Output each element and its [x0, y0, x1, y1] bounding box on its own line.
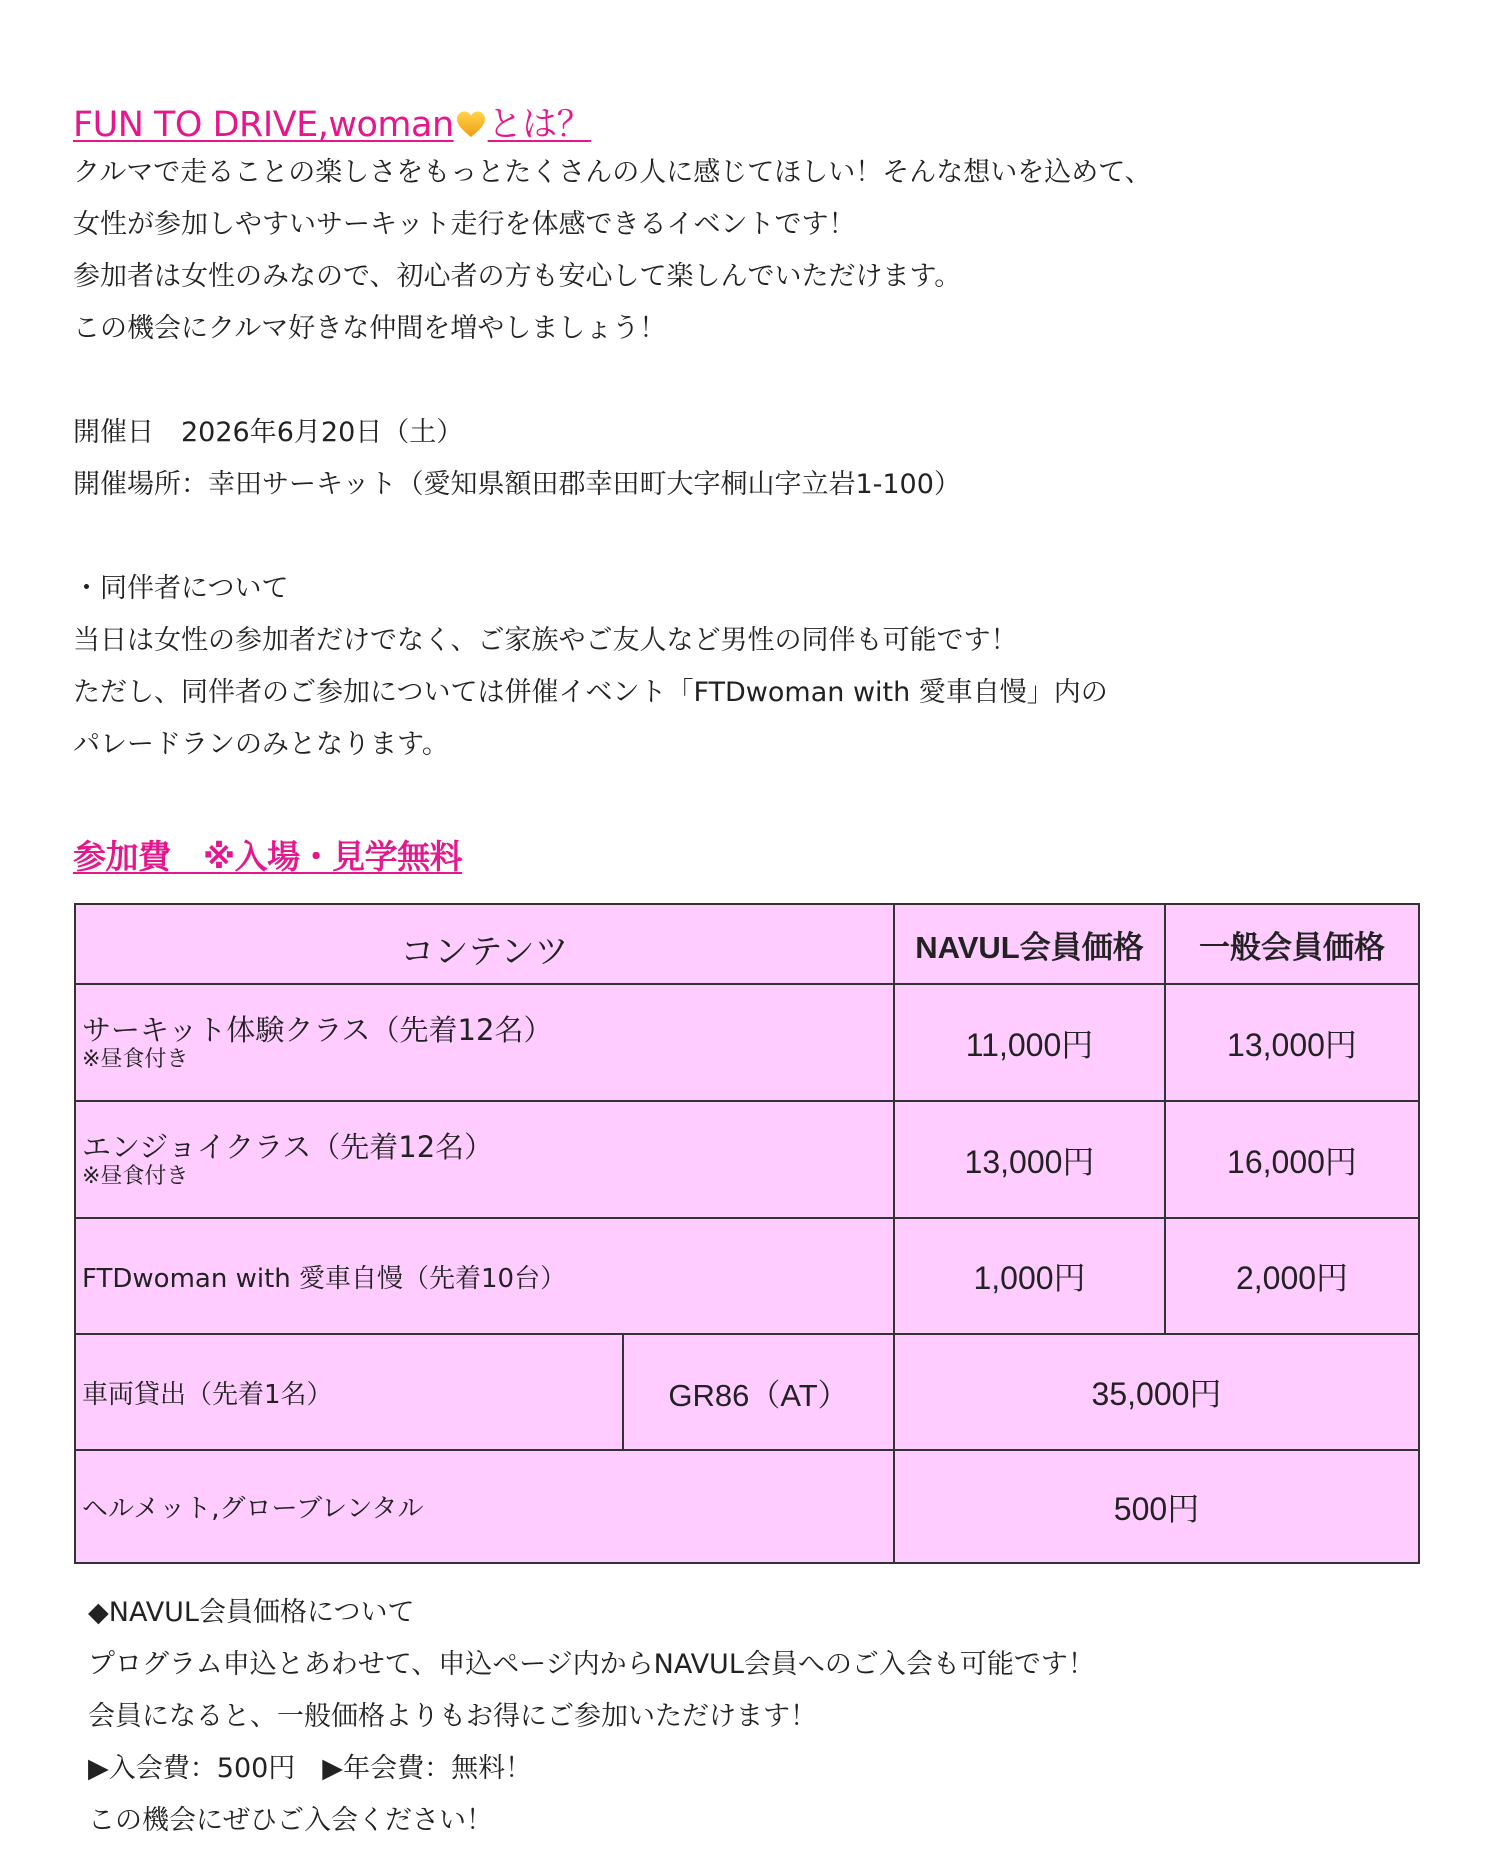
membership-fees-line: ▶入会費：500円 ▶年会費：無料！: [88, 1753, 533, 1784]
item-name: FTDwoman with 愛車自慢（先着10台）: [75, 1218, 894, 1334]
item-name: ヘルメット,グローブレンタル: [75, 1450, 894, 1563]
intro-line: この機会にクルマ好きな仲間を増やしましょう！: [73, 313, 667, 344]
header-general-price: 一般会員価格: [1165, 904, 1419, 984]
item-name: サーキット体験クラス（先着12名）: [82, 1012, 553, 1047]
item-name: エンジョイクラス（先着12名）: [82, 1129, 494, 1164]
header-navul-price: NAVUL会員価格: [894, 904, 1165, 984]
navul-price: 13,000円: [894, 1101, 1165, 1218]
membership-line: 会員になると、一般価格よりもお得にご参加いただけます！: [88, 1701, 817, 1732]
rental-price: 500円: [894, 1450, 1419, 1563]
navul-price: 11,000円: [894, 984, 1165, 1101]
membership-heading: ◆NAVUL会員価格について: [88, 1597, 415, 1628]
fees-heading: 参加費 ※入場・見学無料: [73, 837, 463, 876]
general-price: 16,000円: [1165, 1101, 1419, 1218]
companion-line: 当日は女性の参加者だけでなく、ご家族やご友人など男性の同伴も可能です！: [73, 625, 1018, 656]
table-row: [75, 1334, 1419, 1450]
companion-line: パレードランのみとなります。: [73, 729, 449, 760]
table-row: [75, 984, 1419, 1101]
item-name: 車両貸出（先着1名）: [75, 1334, 623, 1450]
heart-icon: [456, 109, 486, 139]
table-row: [75, 1450, 1419, 1563]
navul-price: 1,000円: [894, 1218, 1165, 1334]
membership-line: プログラム申込とあわせて、申込ページ内からNAVUL会員へのご入会も可能です！: [88, 1649, 1095, 1680]
general-price: 2,000円: [1165, 1218, 1419, 1334]
event-date: 開催日 2026年6月20日（土）: [73, 417, 464, 448]
fees-table: [74, 903, 1420, 1564]
intro-line: クルマで走ることの楽しさをもっとたくさんの人に感じてほしい！そんな想いを込めて、: [73, 157, 1152, 188]
intro-line: 参加者は女性のみなので、初心者の方も安心して楽しんでいただけます。: [73, 261, 962, 292]
header-contents: コンテンツ: [75, 904, 894, 984]
general-price: 13,000円: [1165, 984, 1419, 1101]
table-row: [75, 1101, 1419, 1218]
vehicle-model: GR86（AT）: [623, 1334, 894, 1450]
companion-heading: ・同伴者について: [73, 573, 289, 604]
companion-line: ただし、同伴者のご参加については併催イベント「FTDwoman with 愛車自慢」内の: [73, 677, 1108, 708]
intro-title-suffix: とは？: [487, 105, 592, 145]
intro-line: 女性が参加しやすいサーキット走行を体感できるイベントです！: [73, 209, 856, 240]
membership-line: この機会にぜひご入会ください！: [88, 1805, 493, 1836]
item-cell: [75, 1101, 894, 1218]
item-note: ※昼食付き: [82, 1046, 189, 1072]
item-cell: [75, 984, 894, 1101]
rental-price: 35,000円: [894, 1334, 1419, 1450]
intro-heading: [73, 97, 591, 147]
intro-title: FUN TO DRIVE,woman: [73, 105, 454, 145]
event-venue: 開催場所：幸田サーキット（愛知県額田郡幸田町大字桐山字立岩1-100）: [73, 469, 961, 500]
table-row: [75, 1218, 1419, 1334]
table-header-row: [75, 904, 1419, 984]
item-note: ※昼食付き: [82, 1163, 189, 1189]
